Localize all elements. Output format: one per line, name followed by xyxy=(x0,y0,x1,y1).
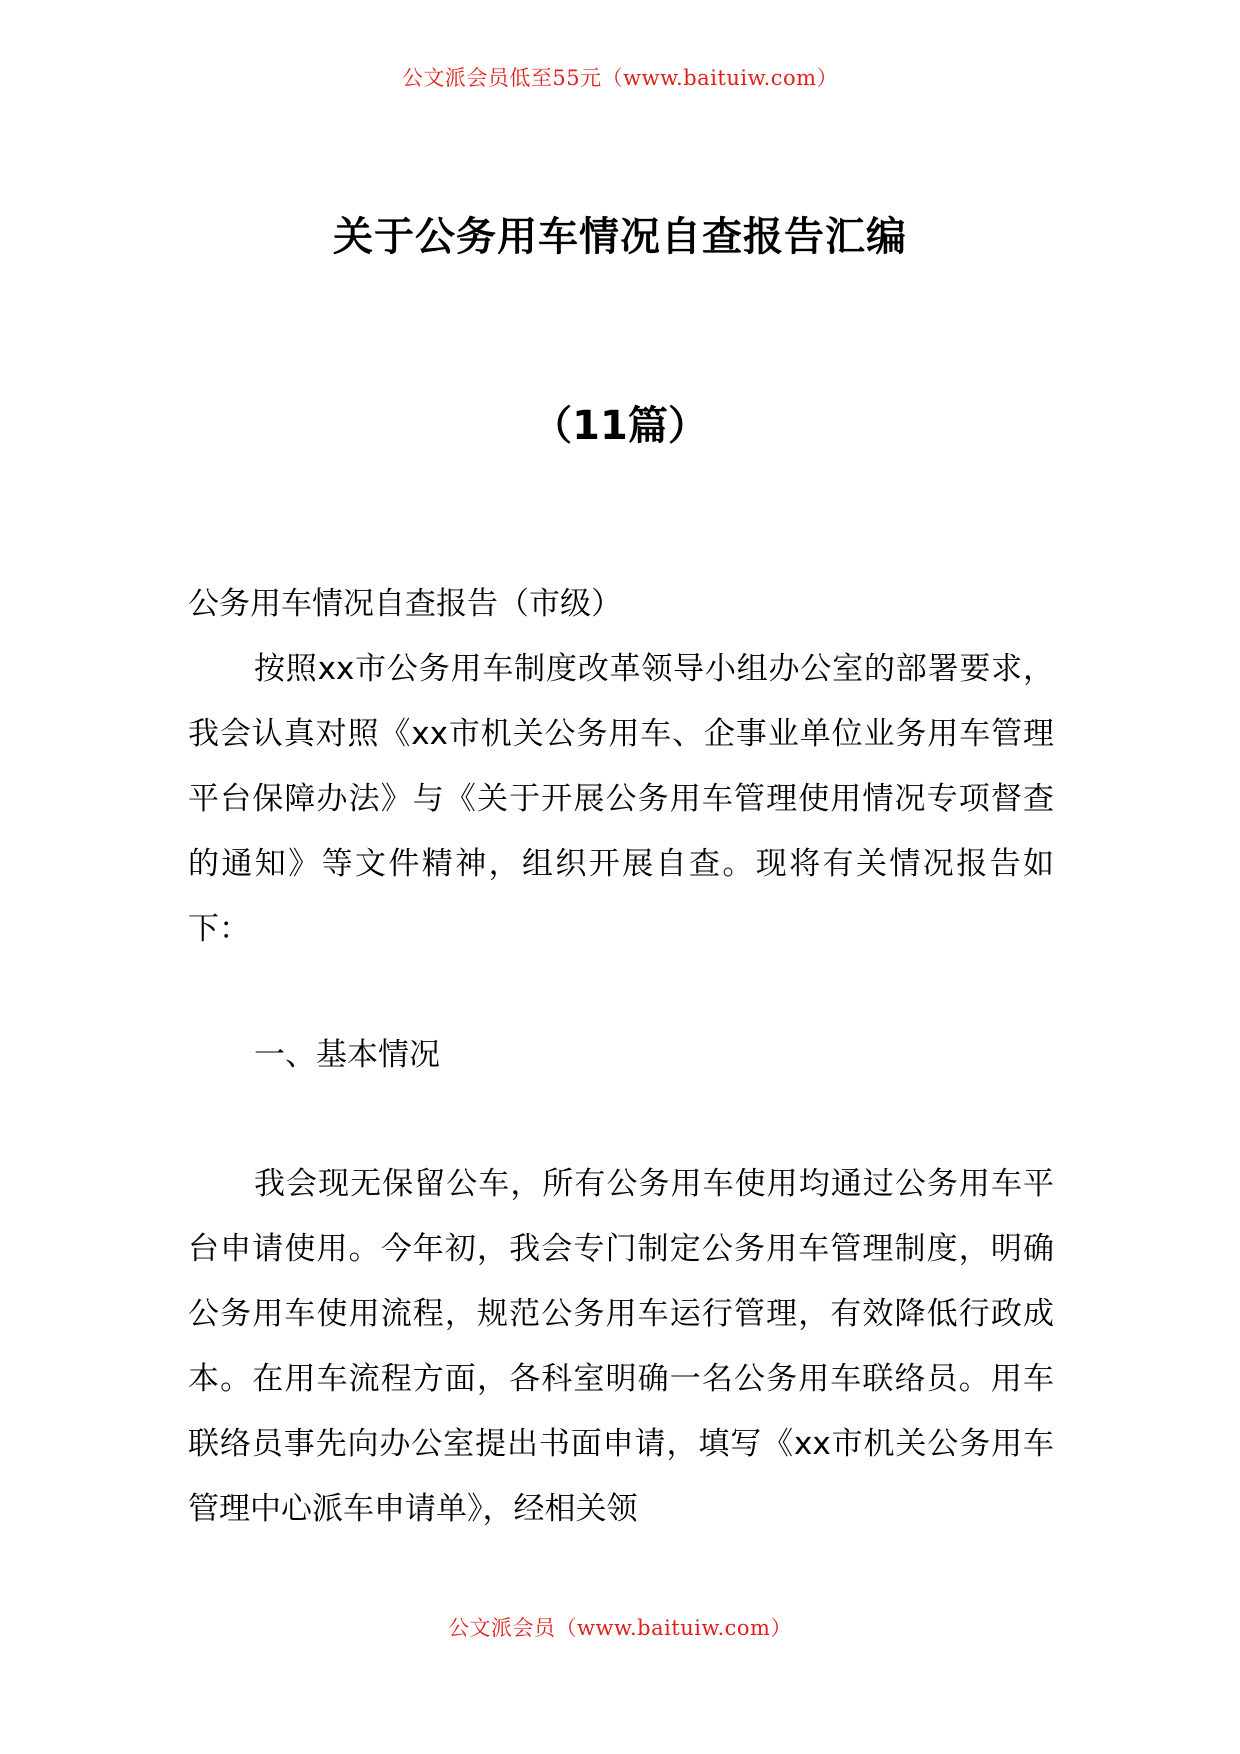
section-name: 公务用车情况自查报告（市级） xyxy=(188,586,622,622)
header-watermark: 公文派会员低至55元（www.baituiw.com） xyxy=(401,66,839,90)
section-heading-basic-situation: 一、基本情况 xyxy=(254,1037,440,1073)
footer-watermark: 公文派会员（www.baituiw.com） xyxy=(448,1616,792,1640)
document-subtitle: （11篇） xyxy=(532,403,708,449)
paragraph-basic-situation: 我会现无保留公车，所有公务用车使用均通过公务用车平台申请使用。今年初，我会专门制定公务用车管理制度，明确公务用车使用流程，规范公务用车运行管理，有效降低行政成本。在用车流程方面，各科室明确一名公务用车联络员。用车联络员事先向办公室提出书面申请，填写《xx市机关公务用车管理中心派车申请单》，经相关领 xyxy=(188,1166,1054,1527)
document-title: 关于公务用车情况自查报告汇编 xyxy=(333,214,907,260)
paragraph-intro: 按照xx市公务用车制度改革领导小组办公室的部署要求，我会认真对照《xx市机关公务用车、企事业单位业务用车管理平台保障办法》与《关于开展公务用车管理使用情况专项督查的通知》等文件精神，组织开展自查。现将有关情况报告如下： xyxy=(188,651,1054,947)
